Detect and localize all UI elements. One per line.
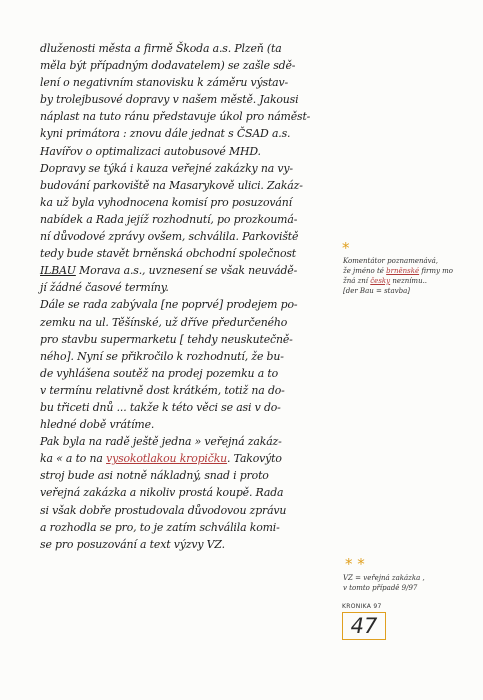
text-line: ného]. Nyní se přikročilo k rozhodnutí, že bu- — [40, 349, 284, 363]
text-line: náplast na tuto ránu představuje úkol pro náměst- — [40, 110, 311, 124]
text-line — [40, 262, 332, 279]
text-line: bu třiceti dnů ... takže k této věci se asi v do- — [40, 400, 281, 414]
text-line: tedy bude stavět brněnská obchodní společnost — [40, 247, 297, 261]
text-line: nabídek a Rada jejíž rozhodnutí, po prozkoumá- — [40, 212, 298, 226]
text-line: budování parkoviště na Masarykově ulici. Zakáz- — [40, 178, 303, 192]
note-fragment: firmy mo — [419, 267, 454, 275]
text-line: Dále se rada zabývala [ne poprvé] prodejem po- — [40, 298, 298, 312]
text-line: zemku na ul. Těšínské, už dříve předurčeného — [40, 315, 288, 329]
asterisk-icon: * * — [345, 555, 365, 573]
note-line — [343, 276, 453, 286]
text-line: dluženosti města a firmě Škoda a.s. Plzeň (ta — [40, 42, 282, 55]
text-line: hledné době vrátíme. — [40, 418, 155, 432]
text-line: by trolejbusové dopravy v našem městě. Jakousi — [40, 93, 299, 107]
text-line: veřejná zakázka a nikoliv prostá koupě. Rada — [40, 486, 284, 500]
note-line: Komentátor poznamenává, — [343, 257, 439, 265]
text-line — [40, 450, 332, 467]
highlighted-term: brněnské — [386, 267, 420, 275]
text-line: ka už byla vyhodnocena komisí pro posuzování — [40, 195, 292, 209]
text-line: de vyhlášena soutěž na prodej pozemku a to — [40, 366, 279, 380]
text-line: Dopravy se týká i kauza veřejné zakázky na vy- — [40, 161, 293, 175]
text-fragment: Morava a.s., uvznesení se však neuvádě- — [75, 264, 298, 278]
note-line: [der Bau = stavba] — [343, 287, 410, 295]
note-fragment: neznímu.. — [390, 277, 428, 285]
highlighted-term: česky — [370, 277, 391, 285]
text-line: Pak byla na radě ještě jedna » veřejná zakáz- — [40, 435, 282, 449]
text-line: v termínu relativně dost krátkém, totiž na do- — [40, 383, 285, 397]
text-fragment: . Takovýto — [227, 452, 282, 466]
note-line — [343, 266, 453, 276]
text-line: pro stavbu supermarketu [ tehdy neuskutečně- — [40, 332, 293, 346]
text-line: kyni primátora : znovu dále jednat s ČSAD a.s. — [40, 127, 291, 141]
text-fragment: ka « a to na — [40, 452, 107, 466]
page-number: 47 — [350, 614, 378, 638]
text-line: si však dobře prostudovala důvodovou zprávu — [40, 503, 287, 517]
text-line: měla být případným dodavatelem) se zašle sdě- — [40, 59, 296, 73]
highlighted-term: vysokotlakou kropičku — [106, 452, 228, 466]
note-line: v tomto případě 9/97 — [343, 584, 418, 592]
note-line: VZ = veřejná zakázka , — [343, 574, 425, 582]
ilbau-underlined: ILBAU — [40, 264, 76, 278]
margin-note-vz — [343, 573, 425, 593]
text-line: lení o negativním stanovisku k záměru výstav- — [40, 76, 289, 90]
note-fragment: že jméno té — [343, 267, 387, 275]
text-line: se pro posuzování a text výzvy VZ. — [40, 537, 225, 551]
page-number-box — [342, 612, 386, 640]
margin-note-comment — [343, 256, 453, 296]
note-fragment: žná zní — [343, 277, 371, 285]
text-line: jí žádné časové termíny. — [40, 281, 169, 295]
text-line: a rozhodla se pro, to je zatím schválila komi- — [40, 520, 280, 534]
text-line: Havířov o optimalizaci autobusové MHD. — [40, 144, 261, 158]
main-handwritten-text — [40, 40, 332, 553]
text-line: stroj bude asi notně nákladný, snad i proto — [40, 469, 269, 483]
chronicle-label: KRONIKA 97 — [342, 603, 382, 610]
text-line: ní důvodové zprávy ovšem, schválila. Parkoviště — [40, 230, 299, 244]
asterisk-icon: * — [342, 239, 350, 257]
